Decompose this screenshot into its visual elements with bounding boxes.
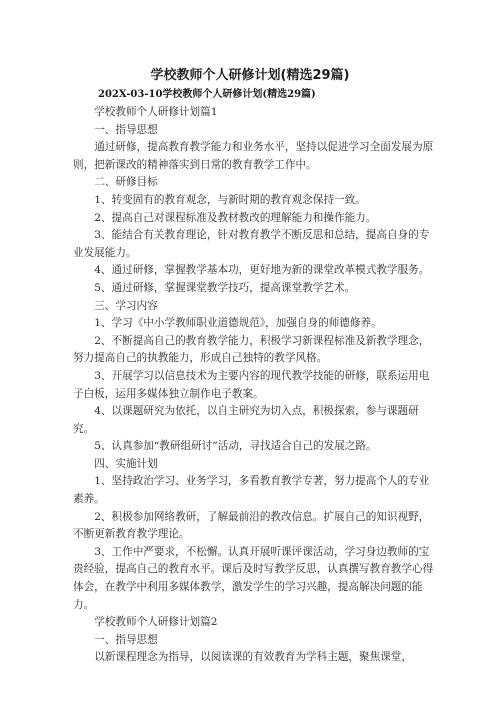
- document-meta-line: 202X-03-10学校教师个人研修计划(精选29篇): [98, 89, 316, 100]
- list-item: 4、以课题研究为依托，以自主研究为切入点，积极探索，参与课题研究。: [73, 405, 419, 435]
- list-item: 2、提高自己对课程标准及教材教改的理解能力和操作能力。: [94, 211, 377, 224]
- list-item: 2、不断提高自己的教育教学能力，积极学习新课程标准及新教学理念，努力提高自己的执教能力，形成自己独特的教学风格。: [73, 334, 430, 365]
- subsection-heading: 一、指导思想: [94, 633, 158, 646]
- document-title: 学校教师个人研修计划(精选29篇): [150, 68, 350, 83]
- paragraph: 通过研修，提高教育教学能力和业务水平，坚持以促进学习全面发展为原则，把新课改的精神落实到日常的教育教学工作中。: [73, 141, 434, 171]
- subsection-heading: 二、研修目标: [94, 176, 158, 189]
- subsection-heading: 三、学习内容: [94, 299, 158, 312]
- subsection-heading: 一、指导思想: [94, 123, 158, 136]
- list-item: 3、能结合有关教育理论，针对教育教学不断反思和总结，提高自身的专业发展能力。: [73, 229, 430, 259]
- document-body: [73, 104, 435, 667]
- list-item: 4、通过研修，掌握教学基本功，更好地为新的课堂改革模式教学服务。: [94, 264, 430, 277]
- list-item: 2、积极参加网络教研，了解最前沿的教改信息。扩展自己的知识视野，不断更新教育教学理论。: [73, 510, 430, 541]
- list-item: 5、通过研修，掌握课堂教学技巧，提高课堂教学艺术。: [94, 281, 356, 294]
- section-heading: 学校教师个人研修计划篇2: [94, 616, 218, 629]
- list-item: 1、转变固有的教育观念，与新时期的教育观念保持一致。: [94, 193, 366, 206]
- list-item: 1、学习《中小学教师职业道德规范》，加强自身的师德修养。: [94, 317, 382, 330]
- subsection-heading: 四、实施计划: [94, 457, 158, 470]
- list-item: 3、开展学习以信息技术为主要内容的现代教学技能的研修，联系运用电子白板，运用多媒体独立制作电子教案。: [73, 369, 430, 400]
- paragraph: 以新课程理念为指导，以阅读课的有效教育为学科主题，聚焦课堂，: [94, 651, 412, 664]
- list-item: 5、认真参加“教研组研讨”活动，寻找适合自己的发展之路。: [94, 440, 377, 453]
- list-item: 1、坚持政治学习、业务学习，多看教育教学专著，努力提高个人的专业素养。: [73, 475, 430, 506]
- list-item: 3、工作中严要求，不松懈。认真开展听课评课活动，学习身边教师的宝贵经验，提高自己的教育水平。课后及时写教学反思，认真撰写教育教学心得体会，在教学中利用多媒体教学，激发学生的学习兴趣，提高解决问题的能力。: [73, 545, 434, 611]
- section-heading: 学校教师个人研修计划篇1: [94, 106, 218, 118]
